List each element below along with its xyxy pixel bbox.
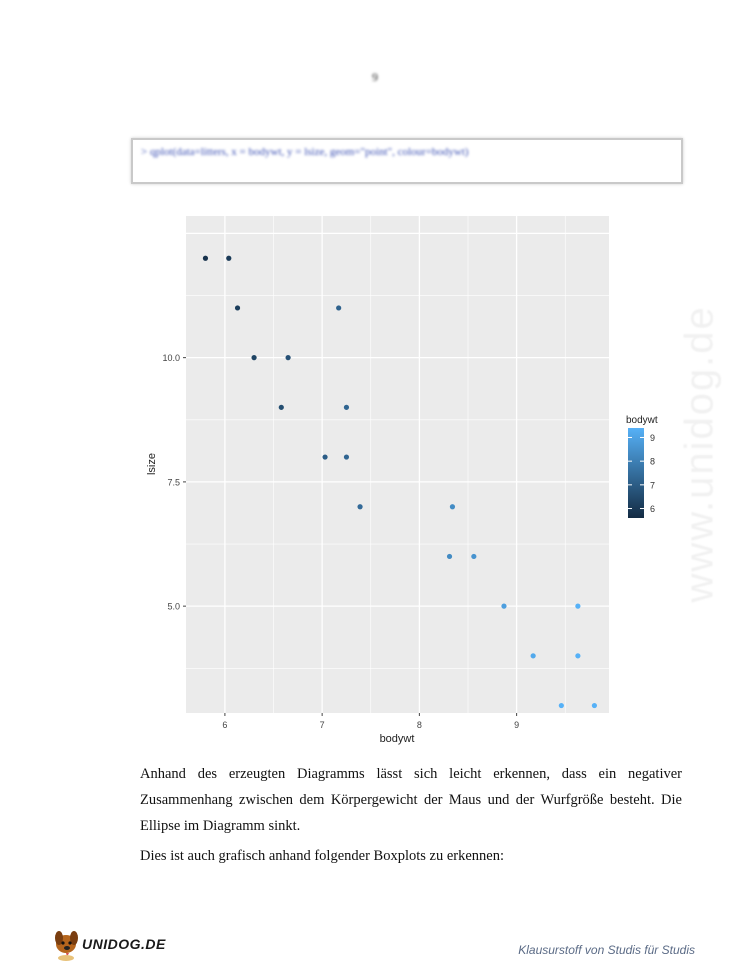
data-point — [286, 355, 291, 360]
data-point — [322, 454, 327, 459]
legend-title: bodywt — [626, 415, 658, 426]
data-point — [447, 554, 452, 559]
unidog-logo[interactable] — [52, 928, 172, 962]
data-point — [531, 653, 536, 658]
footer-tagline: Klausurstoff von Studis für Studis — [518, 943, 695, 957]
data-point — [279, 405, 284, 410]
legend-tick-label: 9 — [650, 432, 656, 443]
x-tick-label: 6 — [222, 720, 228, 730]
data-point — [575, 653, 580, 658]
data-point — [344, 454, 349, 459]
y-axis-ticks — [162, 353, 186, 612]
data-point — [450, 504, 455, 509]
y-tick-label: 5.0 — [167, 601, 180, 612]
x-tick-label: 7 — [319, 720, 325, 730]
data-point — [203, 256, 208, 261]
data-point — [226, 256, 231, 261]
y-tick-label: 10.0 — [162, 353, 180, 364]
data-point — [235, 305, 240, 310]
data-point — [501, 604, 506, 609]
legend — [626, 415, 658, 518]
x-axis-label: bodywt — [379, 733, 415, 745]
plot-panel — [186, 216, 609, 713]
legend-tick-label: 6 — [650, 504, 656, 515]
body-paragraph-2: Dies ist auch grafisch anhand folgender Boxplots zu erkennen: — [140, 848, 505, 864]
data-point — [251, 355, 256, 360]
data-point — [592, 703, 597, 708]
legend-tick-label: 8 — [650, 456, 656, 467]
dog-icon — [52, 928, 86, 962]
legend-colorbar — [628, 428, 644, 518]
logo-text: UNIDOG.DE — [82, 936, 166, 952]
data-point — [559, 703, 564, 708]
x-tick-label: 8 — [416, 720, 422, 730]
watermark: www.unidog.de — [677, 305, 722, 603]
body-paragraph-1: Anhand des erzeugten Diagramms lässt sich leicht erkennen, dass ein negativer Zusammenhang zwischen dem Körpergewicht der Maus und der Wurfgröße besteht. Die Ellipse im Diagramm sinkt. — [140, 766, 682, 834]
x-tick-label: 9 — [514, 720, 520, 730]
y-tick-label: 7.5 — [167, 477, 180, 488]
code-text: > qplot(data=litters, x = bodywt, y = lsize, geom="point", colour=bodywt) — [141, 146, 469, 158]
data-point — [471, 554, 476, 559]
legend-tick-label: 7 — [650, 480, 656, 491]
x-axis-ticks — [222, 713, 519, 730]
data-point — [344, 405, 349, 410]
data-point — [357, 504, 362, 509]
data-point — [336, 305, 341, 310]
data-point — [575, 604, 580, 609]
y-axis-label: lsize — [146, 452, 158, 476]
page-number: 9 — [372, 70, 378, 84]
